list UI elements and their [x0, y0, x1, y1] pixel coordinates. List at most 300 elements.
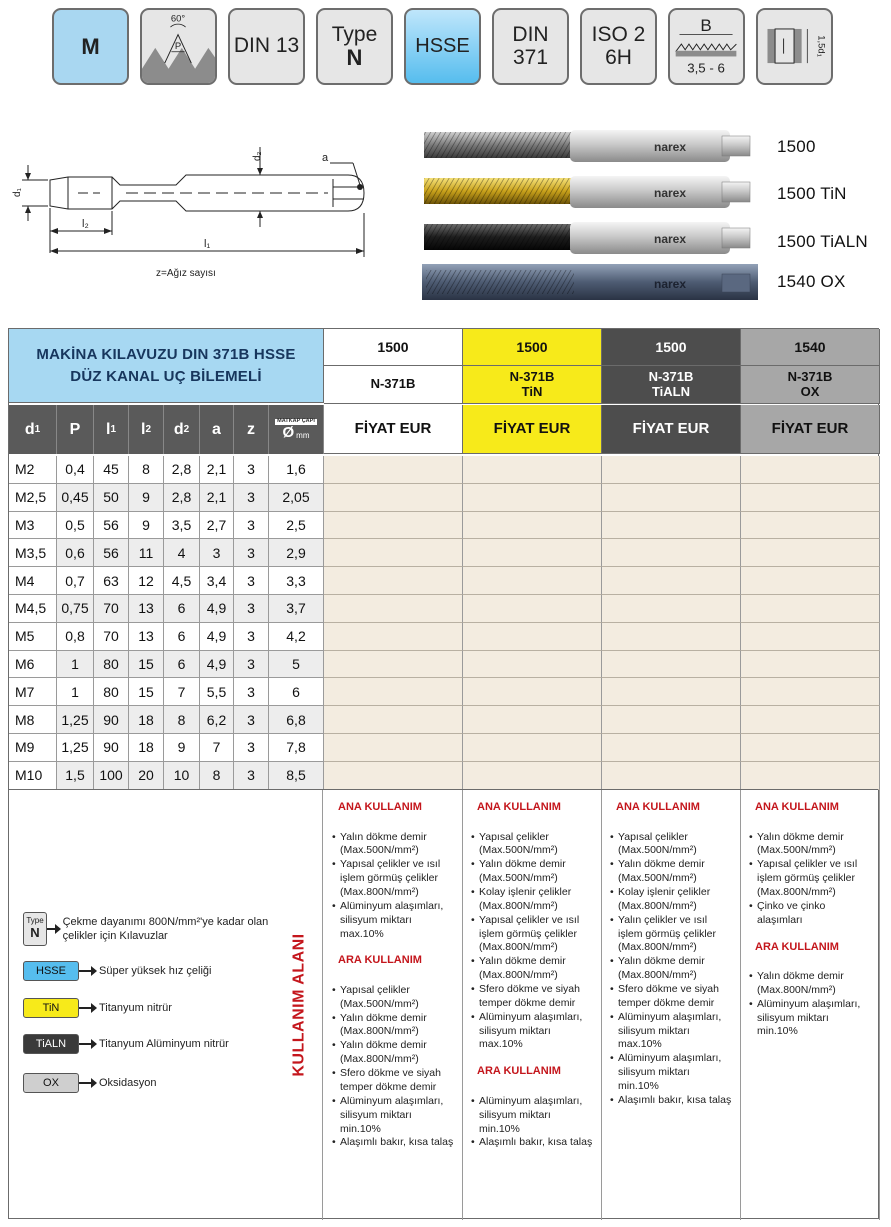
table-cell: M5: [9, 623, 57, 651]
table-cell: 3: [234, 734, 269, 762]
usage-item: • Alüminyum alaşımları, silisyum miktarı min.10%: [610, 1052, 732, 1094]
usage-item: • Alüminyum alaşımları, silisyum miktarı min.10%: [471, 1095, 593, 1137]
thread-profile-badge: [140, 8, 217, 85]
usage-item: • Sfero dökme ve siyah temper dökme demir: [471, 983, 593, 1011]
product-code-header: 1540: [741, 329, 880, 366]
table-cell: M7: [9, 678, 57, 706]
table-cell: 0,4: [57, 456, 94, 484]
price-cell[interactable]: [602, 595, 741, 623]
spec-header-2: [57, 405, 94, 454]
table-cell: 80: [94, 651, 129, 679]
usage-item: • Yalın dökme demir (Max.800N/mm²): [749, 970, 871, 998]
iso-label-bottom: 6H: [605, 45, 632, 69]
price-cell[interactable]: [463, 484, 602, 512]
usage-item: • Kolay işlenir çelikler (Max.800N/mm²): [471, 886, 593, 914]
price-cell[interactable]: [463, 539, 602, 567]
price-cell[interactable]: [741, 567, 880, 595]
price-cell[interactable]: [602, 706, 741, 734]
table-cell: 5: [269, 651, 324, 679]
legend-item: [23, 912, 278, 946]
product-name-header: [324, 366, 463, 404]
product-name-header: [741, 366, 880, 404]
main-usage-title: ANA KULLANIM: [477, 801, 561, 813]
price-cell[interactable]: [324, 651, 463, 679]
table-cell: 7: [164, 678, 200, 706]
table-cell: 2,8: [164, 484, 200, 512]
table-cell: 56: [94, 539, 129, 567]
price-cell[interactable]: [463, 623, 602, 651]
table-cell: 4,2: [269, 623, 324, 651]
spec-header-label: d: [24, 420, 35, 438]
usage-item: • Yalın dökme demir (Max.800N/mm²): [332, 1039, 454, 1067]
d1-label: d₁: [12, 188, 23, 197]
spec-header-subscript: 1: [110, 424, 116, 435]
table-cell: 0,8: [57, 623, 94, 651]
price-cell[interactable]: [602, 567, 741, 595]
drill-header-top: MATKAP ÇAPI: [277, 417, 315, 424]
table-cell: 15: [129, 651, 164, 679]
iso-badge: [580, 8, 657, 85]
table-cell: 1: [57, 678, 94, 706]
usage-item: • Yalın çelikler ve ısıl işlem görmüş çelikler (Max.800N/mm²): [610, 914, 732, 956]
table-cell: M2: [9, 456, 57, 484]
product-name-line1: N-371B: [509, 368, 555, 384]
product-code-header: 1500: [602, 329, 741, 366]
table-cell: 6,8: [269, 706, 324, 734]
price-cell[interactable]: [324, 512, 463, 540]
product-name-line1: N-371B: [787, 368, 833, 384]
price-cell[interactable]: [741, 456, 880, 484]
product-name-header: [602, 366, 741, 404]
type-badge: [316, 8, 393, 85]
price-cell[interactable]: [602, 484, 741, 512]
table-cell: 0,5: [57, 512, 94, 540]
legend-item: [23, 1034, 278, 1054]
price-cell[interactable]: [741, 762, 880, 790]
table-cell: 8: [164, 706, 200, 734]
legend-text: Süper yüksek hız çeliği: [99, 964, 212, 977]
spec-header-subscript: 2: [183, 424, 190, 435]
main-usage-title: ANA KULLANIM: [755, 801, 839, 813]
spec-header-4: [129, 405, 164, 454]
usage-column: [463, 790, 602, 1220]
a-label: a: [322, 152, 329, 164]
table-cell: 7,8: [269, 734, 324, 762]
table-cell: M4: [9, 567, 57, 595]
table-cell: 70: [94, 595, 129, 623]
iso-label-top: ISO 2: [591, 23, 646, 47]
table-cell: 80: [94, 678, 129, 706]
section-divider: [9, 789, 878, 790]
angle-label: 60°: [170, 13, 186, 25]
table-cell: 1,5: [57, 762, 94, 790]
price-cell[interactable]: [324, 484, 463, 512]
legend-swatch-label: TiN: [42, 1002, 60, 1014]
table-cell: 8: [129, 456, 164, 484]
price-cell[interactable]: [741, 595, 880, 623]
legend-item: [23, 1073, 278, 1093]
table-title-line1: MAKİNA KILAVUZU DIN 371B HSSE: [36, 345, 296, 363]
price-cell[interactable]: [741, 623, 880, 651]
usage-item: • Alaşımlı bakır, kısa talaş: [332, 1136, 454, 1150]
legend-text: Oksidasyon: [99, 1076, 157, 1089]
brand-logo-2: narex: [653, 186, 687, 200]
price-cell[interactable]: [741, 484, 880, 512]
tap-photo-1540-ox: [422, 264, 758, 300]
din13-badge: [228, 8, 305, 85]
legend-text: Çekme dayanımı 800N/mm²'ye kadar olan çelikler için Kılavuzlar: [62, 915, 269, 942]
table-cell: 3,3: [269, 567, 324, 595]
product-code-header: 1500: [324, 329, 463, 366]
brand-logo-4: narex: [653, 277, 687, 291]
price-cell[interactable]: [602, 456, 741, 484]
table-cell: 0,75: [57, 595, 94, 623]
arrow-right-icon: [79, 970, 93, 972]
table-cell: 2,1: [200, 456, 234, 484]
flute-count-note: z=Ağız sayısı: [156, 268, 216, 279]
product-name-line2: TiALN: [651, 383, 691, 399]
usage-item: • Sfero dökme ve siyah temper dökme demir: [610, 983, 732, 1011]
usage-item: • Yapısal çelikler ve ısıl işlem görmüş çelikler (Max.800N/mm²): [471, 914, 593, 956]
price-cell[interactable]: [324, 539, 463, 567]
drill-header-symbol-row: [283, 425, 310, 441]
price-cell[interactable]: [741, 651, 880, 679]
din371-badge: [492, 8, 569, 85]
table-cell: 3: [234, 706, 269, 734]
table-cell: 100: [94, 762, 129, 790]
usage-item: • Yalın dökme demir (Max.500N/mm²): [749, 831, 871, 859]
table-cell: M6: [9, 651, 57, 679]
depth-label: 1,5d₁: [815, 35, 827, 57]
table-cell: 8,5: [269, 762, 324, 790]
spec-header-label: z: [247, 420, 255, 438]
product-name-line1: N-371B: [648, 368, 694, 384]
product-name-header: [463, 366, 602, 404]
price-cell[interactable]: [324, 678, 463, 706]
table-cell: 6,2: [200, 706, 234, 734]
spec-header-label: a: [212, 420, 221, 438]
table-cell: 12: [129, 567, 164, 595]
table-cell: 3: [234, 762, 269, 790]
table-cell: 6: [164, 651, 200, 679]
table-cell: 4: [164, 539, 200, 567]
tap-photo-1500-tin: [424, 176, 750, 208]
table-cell: 0,45: [57, 484, 94, 512]
price-cell[interactable]: [602, 678, 741, 706]
usage-item: • Alüminyum alaşımları, silisyum miktarı max.10%: [332, 900, 454, 942]
usage-item: • Çinko ve çinko alaşımları: [749, 900, 871, 928]
price-header: FİYAT EUR: [463, 405, 602, 454]
legend-swatch-label: OX: [43, 1077, 59, 1089]
price-cell[interactable]: [602, 539, 741, 567]
legend-text: Titanyum nitrür: [99, 1001, 172, 1014]
price-cell[interactable]: [463, 651, 602, 679]
tap-photo-1500: [424, 130, 750, 162]
din371-label-bottom: 371: [512, 45, 549, 69]
table-cell: 4,9: [200, 595, 234, 623]
table-cell: 15: [129, 678, 164, 706]
price-cell[interactable]: [463, 678, 602, 706]
table-cell: 1,25: [57, 734, 94, 762]
price-cell[interactable]: [602, 512, 741, 540]
legend-swatch: [23, 961, 79, 981]
table-cell: 9: [129, 484, 164, 512]
spec-header-5: [164, 405, 200, 454]
table-cell: 10: [164, 762, 200, 790]
table-cell: 0,7: [57, 567, 94, 595]
arrow-right-icon: [79, 1007, 93, 1009]
price-cell[interactable]: [324, 734, 463, 762]
table-cell: 20: [129, 762, 164, 790]
metric-label: M: [81, 33, 100, 59]
usage-item: • Yalın dökme demir (Max.500N/mm²): [610, 858, 732, 886]
legend-swatch: [23, 912, 47, 946]
type-label-top: Type: [331, 22, 378, 46]
spec-header-subscript: 1: [34, 424, 41, 435]
chamfer-badge: [668, 8, 745, 85]
legend-item: [23, 961, 278, 981]
usage-item: • Yalın dökme demir (Max.800N/mm²): [332, 1012, 454, 1040]
usage-item: • Alüminyum alaşımları, silisyum miktarı min.10%: [332, 1095, 454, 1137]
usage-item: • Yapısal çelikler (Max.500N/mm²): [610, 831, 732, 859]
price-cell[interactable]: [324, 595, 463, 623]
legend-swatch-label: N: [30, 925, 40, 941]
chamfer-label-bottom: 3,5 - 6: [687, 60, 725, 76]
usage-item: • Kolay işlenir çelikler (Max.800N/mm²): [610, 886, 732, 914]
table-title: [9, 329, 324, 403]
price-cell[interactable]: [324, 567, 463, 595]
diameter-icon: Ø: [282, 423, 295, 441]
feature-badges: [52, 8, 833, 85]
table-cell: 13: [129, 623, 164, 651]
table-cell: 3: [234, 623, 269, 651]
price-header: FİYAT EUR: [602, 405, 741, 454]
table-cell: 50: [94, 484, 129, 512]
usage-item: • Yalın dökme demir (Max.800N/mm²): [610, 955, 732, 983]
spec-header-3: [94, 405, 129, 454]
depth-badge: [756, 8, 833, 85]
legend-item: [23, 998, 278, 1018]
table-cell: 3: [234, 456, 269, 484]
table-cell: 3: [200, 539, 234, 567]
table-cell: 90: [94, 706, 129, 734]
usage-item: • Alaşımlı bakır, kısa talaş: [610, 1094, 732, 1108]
l2-label: l₂: [82, 218, 89, 230]
table-cell: 11: [129, 539, 164, 567]
table-cell: 2,1: [200, 484, 234, 512]
chamfer-icon: [668, 10, 745, 83]
brand-logo-1: narex: [653, 140, 687, 154]
table-cell: 3: [234, 484, 269, 512]
table-cell: M3: [9, 512, 57, 540]
table-cell: 3: [234, 539, 269, 567]
price-cell[interactable]: [463, 762, 602, 790]
brand-logo-3: narex: [653, 232, 687, 246]
table-cell: 3,7: [269, 595, 324, 623]
table-cell: 3: [234, 651, 269, 679]
drill-header-unit: mm: [296, 430, 310, 440]
secondary-usage-title: ARA KULLANIM: [755, 940, 839, 953]
type-label-bottom: N: [346, 44, 363, 70]
price-cell[interactable]: [602, 734, 741, 762]
table-cell: 13: [129, 595, 164, 623]
table-cell: 90: [94, 734, 129, 762]
metric-badge: [52, 8, 129, 85]
price-cell[interactable]: [463, 706, 602, 734]
price-cell[interactable]: [602, 623, 741, 651]
spec-header-label: l: [105, 420, 111, 438]
legend-swatch-label: TiALN: [35, 1038, 67, 1050]
table-cell: 3: [234, 512, 269, 540]
price-cell[interactable]: [324, 762, 463, 790]
usage-column: [602, 790, 741, 1220]
thread-profile-icon: [140, 10, 217, 83]
table-cell: 2,8: [164, 456, 200, 484]
table-cell: 2,05: [269, 484, 324, 512]
table-cell: 2,9: [269, 539, 324, 567]
table-cell: 9: [164, 734, 200, 762]
photo-tag-1500: 1500: [777, 137, 816, 156]
table-cell: 3,4: [200, 567, 234, 595]
legend-swatch: [23, 998, 79, 1018]
table-cell: 63: [94, 567, 129, 595]
usage-item: • Alaşımlı bakır, kısa talaş: [471, 1136, 593, 1150]
price-cell[interactable]: [602, 762, 741, 790]
table-cell: M2,5: [9, 484, 57, 512]
tap-photos: [420, 124, 760, 304]
price-cell[interactable]: [741, 706, 880, 734]
table-cell: 2,7: [200, 512, 234, 540]
spec-header-label: d: [173, 420, 184, 438]
din371-label-top: DIN: [512, 23, 549, 47]
table-title-line2: DÜZ KANAL UÇ BİLEMELİ: [70, 367, 262, 385]
price-cell[interactable]: [463, 512, 602, 540]
table-cell: M8: [9, 706, 57, 734]
price-cell[interactable]: [741, 678, 880, 706]
table-cell: 5,5: [200, 678, 234, 706]
price-cell[interactable]: [602, 651, 741, 679]
legend-text: Titanyum Alüminyum nitrür: [99, 1037, 229, 1050]
price-cell[interactable]: [463, 734, 602, 762]
table-cell: 18: [129, 706, 164, 734]
spec-header-1: [9, 405, 57, 454]
arrow-right-icon: [47, 928, 57, 930]
legend-swatch: [23, 1073, 79, 1093]
legend-swatch-label: HSSE: [36, 965, 66, 977]
main-usage-title: ANA KULLANIM: [616, 801, 700, 813]
table-cell: 1,6: [269, 456, 324, 484]
usage-item: • Yapısal çelikler ve ısıl işlem görmüş çelikler (Max.800N/mm²): [332, 858, 454, 900]
usage-item: • Yapısal çelikler (Max.500N/mm²): [471, 831, 593, 859]
price-cell[interactable]: [741, 539, 880, 567]
price-cell[interactable]: [463, 595, 602, 623]
table-cell: 3: [234, 595, 269, 623]
thread-depth-icon: [756, 10, 833, 83]
usage-area-text: KULLANIM ALANI: [290, 933, 308, 1077]
legend-swatch: [23, 1034, 79, 1054]
tap-photo-1500-tialn: [424, 222, 750, 254]
price-cell[interactable]: [324, 456, 463, 484]
drill-diameter-header: [269, 405, 324, 454]
usage-item: • Alüminyum alaşımları, silisyum miktarı min.10%: [749, 998, 871, 1040]
table-cell: 9: [129, 512, 164, 540]
usage-item: • Yapısal çelikler ve ısıl işlem görmüş çelikler (Max.800N/mm²): [749, 858, 871, 900]
table-cell: 3: [234, 567, 269, 595]
usage-column: [324, 790, 463, 1220]
arrow-right-icon: [79, 1082, 93, 1084]
spec-header-subscript: 2: [145, 424, 151, 435]
usage-item: • Sfero dökme ve siyah temper dökme demir: [332, 1067, 454, 1095]
legend-swatch-top: Type: [26, 916, 44, 926]
price-cell[interactable]: [324, 706, 463, 734]
usage-item: • Yalın dökme demir (Max.800N/mm²): [471, 955, 593, 983]
table-cell: 2,5: [269, 512, 324, 540]
product-name-line1: N-371B: [370, 376, 416, 392]
table-cell: M4,5: [9, 595, 57, 623]
table-cell: 1,25: [57, 706, 94, 734]
table-cell: 3,5: [164, 512, 200, 540]
table-cell: M3,5: [9, 539, 57, 567]
main-usage-title: ANA KULLANIM: [338, 801, 422, 813]
price-cell[interactable]: [463, 567, 602, 595]
price-header: FİYAT EUR: [324, 405, 463, 454]
chamfer-label-top: B: [700, 15, 712, 35]
price-cell[interactable]: [463, 456, 602, 484]
usage-item: • Alüminyum alaşımları, silisyum miktarı max.10%: [471, 1011, 593, 1053]
spec-header-label: P: [69, 420, 81, 438]
d2-label: d₂: [252, 151, 263, 161]
spec-header-7: [234, 405, 269, 454]
table-cell: 8: [200, 762, 234, 790]
usage-column: [741, 790, 880, 1220]
table-cell: M10: [9, 762, 57, 790]
usage-item: • Yapısal çelikler (Max.500N/mm²): [332, 984, 454, 1012]
hsse-label: HSSE: [415, 35, 470, 57]
product-name-line2: OX: [800, 383, 820, 399]
din13-label: DIN 13: [233, 34, 300, 58]
usage-item: • Yalın dökme demir (Max.500N/mm²): [332, 831, 454, 859]
table-cell: 7: [200, 734, 234, 762]
secondary-usage-title: ARA KULLANIM: [338, 954, 422, 967]
photo-tag-1500-tialn: 1500 TiALN: [777, 232, 868, 251]
table-cell: 3: [234, 678, 269, 706]
table-cell: 4,5: [164, 567, 200, 595]
table-cell: 0,6: [57, 539, 94, 567]
product-table: [8, 328, 879, 1219]
usage-item: • Yalın dökme demir (Max.500N/mm²): [471, 858, 593, 886]
usage-item: • Alüminyum alaşımları, silisyum miktarı max.10%: [610, 1011, 732, 1053]
table-cell: 1: [57, 651, 94, 679]
product-code-header: 1500: [463, 329, 602, 366]
l1-label: l₁: [204, 238, 211, 250]
table-cell: 4,9: [200, 623, 234, 651]
table-cell: 4,9: [200, 651, 234, 679]
price-cell[interactable]: [741, 734, 880, 762]
table-cell: M9: [9, 734, 57, 762]
table-cell: 6: [269, 678, 324, 706]
secondary-usage-title: ARA KULLANIM: [477, 1065, 561, 1078]
table-cell: 6: [164, 595, 200, 623]
arrow-right-icon: [79, 1043, 93, 1045]
price-cell[interactable]: [324, 623, 463, 651]
photo-tag-1540-ox: 1540 OX: [777, 272, 846, 291]
table-cell: 6: [164, 623, 200, 651]
price-header: FİYAT EUR: [741, 405, 880, 454]
usage-area-label: [277, 790, 323, 1220]
price-cell[interactable]: [741, 512, 880, 540]
table-cell: 56: [94, 512, 129, 540]
pitch-label: P: [174, 40, 182, 52]
